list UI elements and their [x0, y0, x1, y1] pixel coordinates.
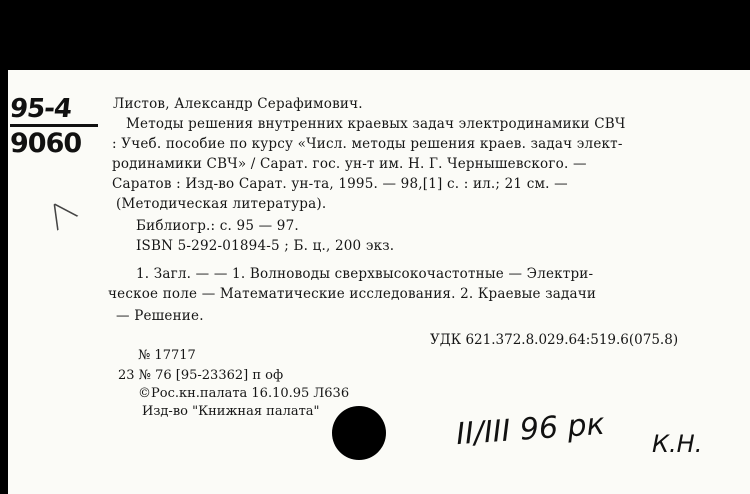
bibliography-note: Библиогр.: с. 95 — 97.	[136, 218, 299, 234]
call-number-bottom: 9060	[10, 128, 82, 159]
handwritten-note-date: II/III 96 рк	[454, 406, 606, 453]
subjects-line-3: — Решение.	[116, 308, 204, 324]
subjects-line-2: ческое поле — Математические исследования. 2. Краевые задачи	[108, 286, 597, 302]
isbn-line: ISBN 5-292-01894-5 ; Б. ц., 200 экз.	[136, 238, 395, 254]
record-number: № 17717	[138, 348, 196, 363]
call-number-divider	[10, 124, 98, 127]
udk-code: УДК 621.372.8.029.64:519.6(075.8)	[430, 332, 679, 348]
title-line-2: : Учеб. пособие по курсу «Числ. методы решения краев. задач элект-	[112, 136, 623, 152]
publisher-line: Изд-во "Книжная палата"	[142, 404, 320, 419]
chamber-line: ©Рос.кн.палата 16.10.95 Л636	[138, 386, 350, 401]
card-punch-hole	[332, 406, 386, 460]
handwritten-note-initials: К.Н.	[652, 430, 703, 458]
faint-stamp-mark: ╱╲	[44, 196, 78, 231]
title-line-1: Методы решения внутренних краевых задач электродинамики СВЧ	[126, 116, 626, 132]
catalog-card	[8, 70, 750, 494]
call-number-top: 95-4	[8, 94, 73, 124]
title-line-3: родинамики СВЧ» / Сарат. гос. ун-т им. Н. Г. Чернышевского. —	[112, 156, 587, 172]
subjects-line-1: 1. Загл. — — 1. Волноводы сверхвысокочастотные — Электри-	[136, 266, 594, 282]
series-line: (Методическая литература).	[116, 196, 327, 212]
author-heading: Листов, Александр Серафимович.	[113, 96, 363, 112]
register-line: 23 № 76 [95-23362] п оф	[118, 368, 284, 383]
imprint-line: Саратов : Изд-во Сарат. ун-та, 1995. — 98,[1] с. : ил.; 21 см. —	[112, 176, 568, 192]
